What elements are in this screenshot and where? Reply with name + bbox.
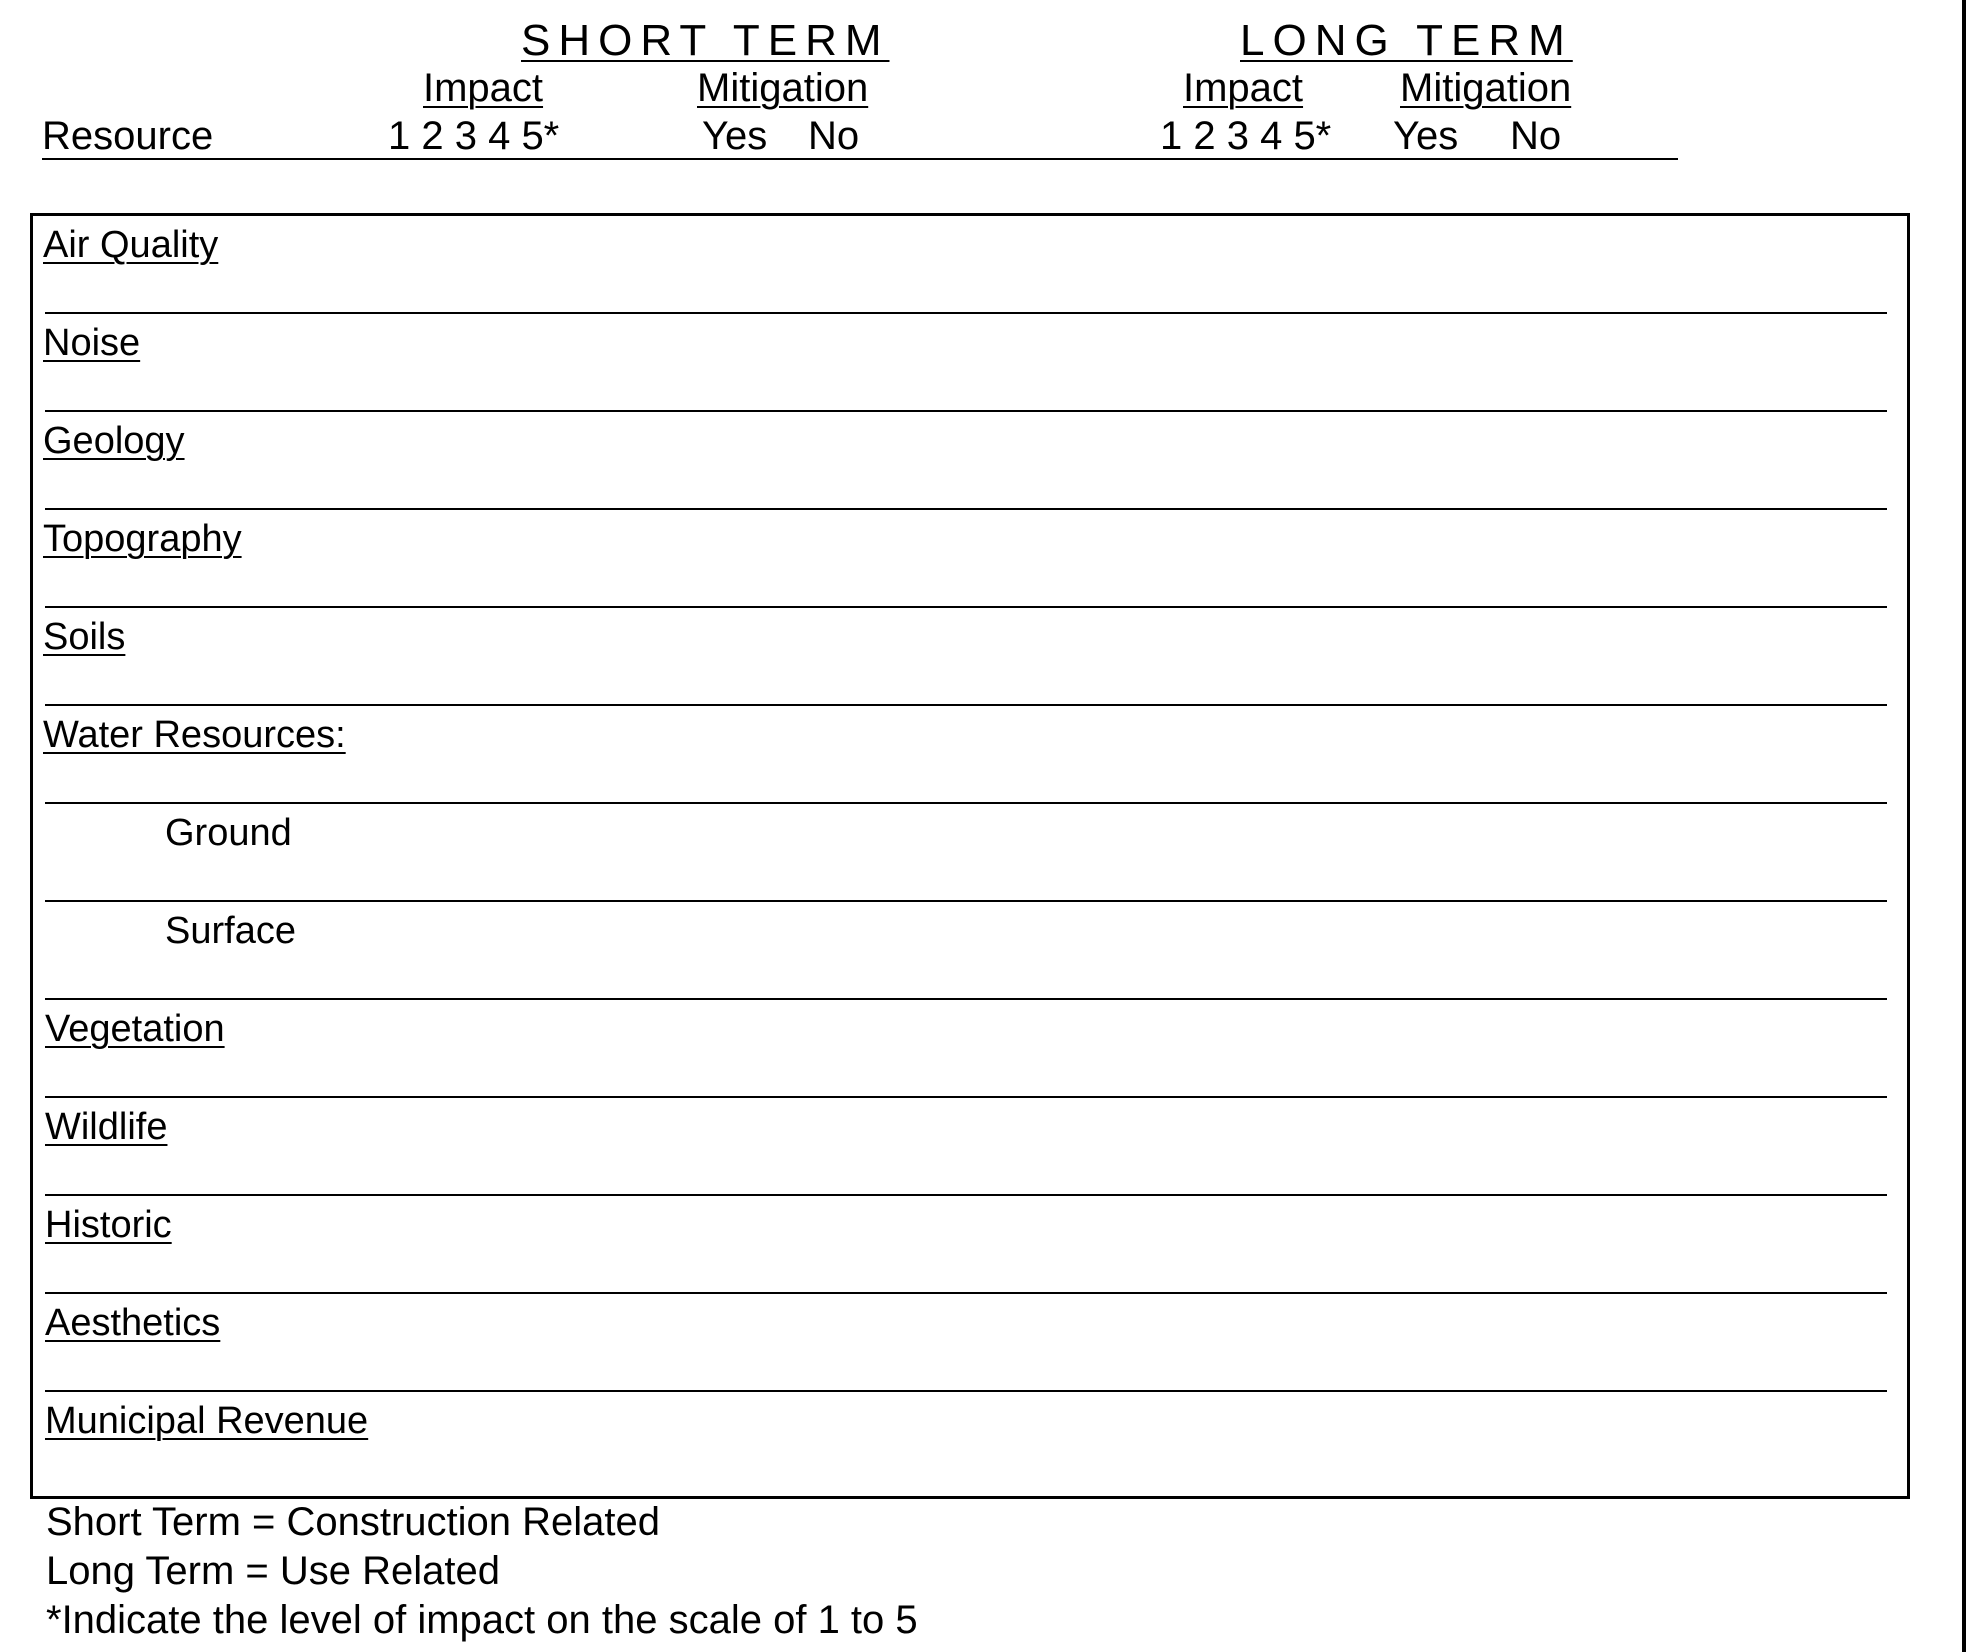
long-term-no-label: No: [1510, 114, 1562, 158]
row-label-municipal-revenue: Municipal Revenue: [45, 1400, 369, 1442]
row-separator: [45, 1096, 1887, 1098]
row-label-air-quality: Air Quality: [43, 224, 219, 266]
row-label-surface: Surface: [165, 910, 296, 952]
row-separator: [45, 312, 1887, 314]
row-label-topography: Topography: [43, 518, 242, 560]
row-separator: [45, 1292, 1887, 1294]
row-separator: [45, 1194, 1887, 1196]
short-term-mitigation-label: Mitigation: [697, 66, 869, 110]
short-term-impact-scale: 1 2 3 4 5*: [388, 114, 560, 158]
row-label-vegetation: Vegetation: [45, 1008, 225, 1050]
long-term-impact-label: Impact: [1183, 66, 1304, 110]
short-term-heading: SHORT TERM: [521, 16, 890, 65]
long-term-heading: LONG TERM: [1240, 16, 1573, 65]
row-separator: [45, 704, 1887, 706]
short-term-yes-label: Yes: [702, 114, 768, 158]
row-label-wildlife: Wildlife: [45, 1106, 168, 1148]
row-separator: [45, 410, 1887, 412]
header-rule: [42, 158, 1678, 160]
row-label-water-resources: Water Resources:: [43, 714, 346, 756]
footer-note-long-term: Long Term = Use Related: [46, 1549, 500, 1593]
row-label-historic: Historic: [45, 1204, 172, 1246]
short-term-impact-label: Impact: [423, 66, 544, 110]
row-label-soils: Soils: [43, 616, 126, 658]
row-separator: [45, 1390, 1887, 1392]
long-term-yes-label: Yes: [1393, 114, 1459, 158]
row-label-ground: Ground: [165, 812, 292, 854]
resource-column-label: Resource: [42, 114, 214, 158]
short-term-no-label: No: [808, 114, 860, 158]
long-term-impact-scale: 1 2 3 4 5*: [1160, 114, 1332, 158]
row-separator: [45, 508, 1887, 510]
row-separator: [45, 606, 1887, 608]
row-separator: [45, 998, 1887, 1000]
row-label-aesthetics: Aesthetics: [45, 1302, 221, 1344]
row-label-geology: Geology: [43, 420, 185, 462]
row-label-noise: Noise: [43, 322, 141, 364]
footer-note-impact-scale: *Indicate the level of impact on the scale of 1 to 5: [46, 1598, 918, 1642]
row-separator: [45, 900, 1887, 902]
row-separator: [45, 802, 1887, 804]
scan-edge-line: [1962, 0, 1966, 1652]
long-term-mitigation-label: Mitigation: [1400, 66, 1572, 110]
resource-table: [30, 213, 1910, 1499]
footer-note-short-term: Short Term = Construction Related: [46, 1500, 661, 1544]
